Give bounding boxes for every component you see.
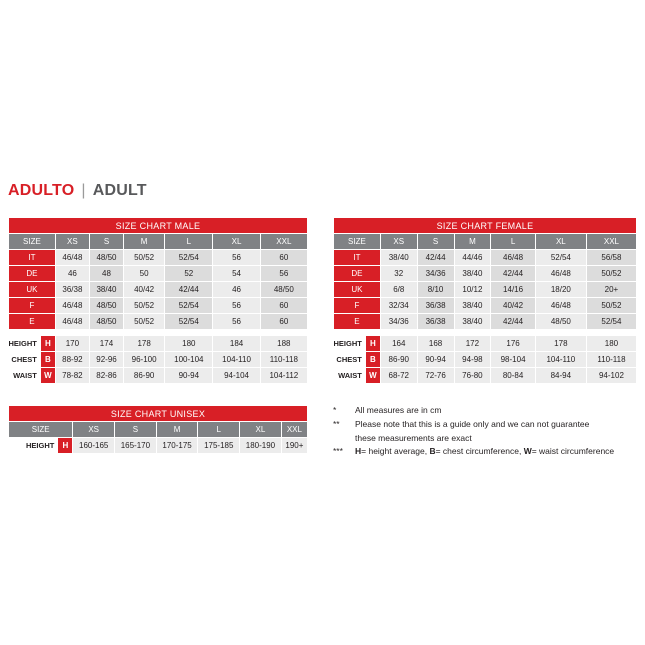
table-cell: 52 xyxy=(165,266,213,282)
note-marker: ** xyxy=(333,419,340,429)
note-marker: * xyxy=(333,405,337,415)
table-cell: 42/44 xyxy=(417,250,454,266)
measurement-value: 165-170 xyxy=(115,438,157,454)
table-cell: 48/50 xyxy=(260,282,307,298)
table-cell: 42/44 xyxy=(165,282,213,298)
table-cell: 42/44 xyxy=(491,314,535,330)
measurement-value: 176 xyxy=(491,336,535,352)
table-cell: 60 xyxy=(260,314,307,330)
table-cell: 50/52 xyxy=(586,266,636,282)
female-row-label-f: F xyxy=(334,298,381,314)
male-column-xxl: XXL xyxy=(260,234,307,250)
female-column-xs: XS xyxy=(380,234,417,250)
male-row-label-f: F xyxy=(9,298,56,314)
female-column-l: L xyxy=(491,234,535,250)
measurement-value: 188 xyxy=(260,336,307,352)
table-cell: 42/44 xyxy=(491,266,535,282)
measurement-value: 72-76 xyxy=(417,368,454,384)
table-cell: 54 xyxy=(213,266,260,282)
measurement-row xyxy=(9,438,308,454)
table-cell: 48/50 xyxy=(535,314,586,330)
note-text: All measures are in cm xyxy=(355,405,442,415)
measurement-key: B xyxy=(366,352,380,367)
measurement-row xyxy=(9,368,308,384)
measurement-value: 82-86 xyxy=(89,368,123,384)
measurement-value: 94-104 xyxy=(213,368,260,384)
unisex-heading: SIZE CHART UNISEX xyxy=(9,406,308,422)
female-column-m: M xyxy=(454,234,491,250)
table-cell: 46 xyxy=(213,282,260,298)
table-cell: 50/52 xyxy=(124,250,165,266)
table-cell: 46 xyxy=(55,266,89,282)
measurement-value: 90-94 xyxy=(165,368,213,384)
measurement-label-cell xyxy=(9,438,73,454)
male-column-header-row xyxy=(9,234,308,250)
measurement-name: CHEST xyxy=(11,355,37,364)
notes-block xyxy=(333,404,645,459)
measurement-value: 178 xyxy=(535,336,586,352)
table-cell: 46/48 xyxy=(491,250,535,266)
table-cell: 56/58 xyxy=(586,250,636,266)
female-heading: SIZE CHART FEMALE xyxy=(334,218,637,234)
table-cell: 46/48 xyxy=(55,314,89,330)
unisex-column-s: S xyxy=(115,422,157,438)
page-title-english: ADULT xyxy=(92,182,147,199)
table-cell: 44/46 xyxy=(454,250,491,266)
measurement-label-cell xyxy=(9,368,56,384)
table-cell: 40/42 xyxy=(491,298,535,314)
unisex-size-label: SIZE xyxy=(9,422,73,438)
female-size-label: SIZE xyxy=(334,234,381,250)
unisex-column-l: L xyxy=(198,422,240,438)
table-cell: 56 xyxy=(260,266,307,282)
female-row-label-e: E xyxy=(334,314,381,330)
measurement-value: 110-118 xyxy=(260,352,307,368)
table-cell: 34/36 xyxy=(417,266,454,282)
unisex-column-m: M xyxy=(156,422,198,438)
measurement-value: 104-112 xyxy=(260,368,307,384)
measurement-key: H xyxy=(366,336,380,351)
measurement-value: 180 xyxy=(165,336,213,352)
measurement-label-cell xyxy=(334,352,381,368)
table-cell: 38/40 xyxy=(380,250,417,266)
measurement-value: 98-104 xyxy=(491,352,535,368)
table-row xyxy=(334,314,637,330)
measurement-value: 190+ xyxy=(281,438,307,454)
table-cell: 32 xyxy=(380,266,417,282)
table-cell: 36/38 xyxy=(417,314,454,330)
table-cell: 38/40 xyxy=(454,266,491,282)
measurement-value: 164 xyxy=(380,336,417,352)
measurement-value: 104-110 xyxy=(213,352,260,368)
male-size-label: SIZE xyxy=(9,234,56,250)
page-title-italian: ADULTO xyxy=(8,182,75,199)
table-cell: 56 xyxy=(213,250,260,266)
measurement-key: W xyxy=(41,368,55,383)
measurement-value: 170 xyxy=(55,336,89,352)
measurement-value: 90-94 xyxy=(417,352,454,368)
table-cell: 46/48 xyxy=(535,298,586,314)
measurement-value: 160-165 xyxy=(73,438,115,454)
table-cell: 46/48 xyxy=(55,298,89,314)
female-row-label-uk: UK xyxy=(334,282,381,298)
table-cell: 52/54 xyxy=(165,298,213,314)
table-row xyxy=(334,266,637,282)
measurement-row xyxy=(9,336,308,352)
size-chart-unisex xyxy=(8,405,308,454)
measurement-name: HEIGHT xyxy=(26,441,55,451)
measurement-value: 172 xyxy=(454,336,491,352)
table-cell: 20+ xyxy=(586,282,636,298)
measurement-key: H xyxy=(41,336,55,351)
measurement-value: 88-92 xyxy=(55,352,89,368)
table-cell: 34/36 xyxy=(380,314,417,330)
table-cell: 38/40 xyxy=(89,282,123,298)
male-row-label-de: DE xyxy=(9,266,56,282)
measurement-name: HEIGHT xyxy=(8,339,37,348)
male-row-label-e: E xyxy=(9,314,56,330)
female-heading-row xyxy=(334,218,637,234)
table-cell: 56 xyxy=(213,314,260,330)
male-column-xs: XS xyxy=(55,234,89,250)
table-cell: 14/16 xyxy=(491,282,535,298)
table-row xyxy=(9,314,308,330)
table-cell: 50 xyxy=(124,266,165,282)
male-heading: SIZE CHART MALE xyxy=(9,218,308,234)
unisex-heading-row xyxy=(9,406,308,422)
table-cell: 50/52 xyxy=(124,314,165,330)
table-cell: 52/54 xyxy=(165,250,213,266)
measurement-name: WAIST xyxy=(13,371,37,380)
measurement-value: 168 xyxy=(417,336,454,352)
table-row xyxy=(9,298,308,314)
table-cell: 52/54 xyxy=(535,250,586,266)
measurement-row xyxy=(334,368,637,384)
size-chart-male xyxy=(8,217,308,384)
table-cell: 18/20 xyxy=(535,282,586,298)
table-cell: 40/42 xyxy=(124,282,165,298)
table-cell: 32/34 xyxy=(380,298,417,314)
measurement-label-cell xyxy=(334,336,381,352)
unisex-column-header-row xyxy=(9,422,308,438)
male-column-m: M xyxy=(124,234,165,250)
measurement-value: 110-118 xyxy=(586,352,636,368)
measurement-value: 96-100 xyxy=(124,352,165,368)
measurement-value: 104-110 xyxy=(535,352,586,368)
table-cell: 10/12 xyxy=(454,282,491,298)
table-row xyxy=(9,282,308,298)
table-cell: 48/50 xyxy=(89,250,123,266)
measurement-row xyxy=(334,336,637,352)
measurement-value: 86-90 xyxy=(380,352,417,368)
measurement-value: 170-175 xyxy=(156,438,198,454)
measurement-row xyxy=(9,352,308,368)
measurement-row xyxy=(334,352,637,368)
note-item xyxy=(333,445,645,458)
table-row xyxy=(334,282,637,298)
measurement-value: 174 xyxy=(89,336,123,352)
measurement-label-cell xyxy=(9,336,56,352)
table-row xyxy=(334,250,637,266)
table-cell: 36/38 xyxy=(55,282,89,298)
table-cell: 50/52 xyxy=(586,298,636,314)
male-column-s: S xyxy=(89,234,123,250)
male-row-label-it: IT xyxy=(9,250,56,266)
page-title xyxy=(8,182,147,200)
note-text: H= height average, B= chest circumference, W= waist circumference xyxy=(355,446,615,456)
male-column-xl: XL xyxy=(213,234,260,250)
page-title-separator: | xyxy=(81,182,86,199)
unisex-column-xxl: XXL xyxy=(281,422,307,438)
table-cell: 8/10 xyxy=(417,282,454,298)
measurement-name: CHEST xyxy=(336,355,362,364)
table-row xyxy=(9,266,308,282)
table-cell: 6/8 xyxy=(380,282,417,298)
female-row-label-it: IT xyxy=(334,250,381,266)
table-cell: 48 xyxy=(89,266,123,282)
measurement-value: 178 xyxy=(124,336,165,352)
measurement-value: 86-90 xyxy=(124,368,165,384)
measurement-value: 78-82 xyxy=(55,368,89,384)
table-cell: 60 xyxy=(260,298,307,314)
table-cell: 38/40 xyxy=(454,314,491,330)
table-cell: 48/50 xyxy=(89,314,123,330)
measurement-value: 80-84 xyxy=(491,368,535,384)
table-cell: 36/38 xyxy=(417,298,454,314)
table-cell: 56 xyxy=(213,298,260,314)
measurement-value: 94-98 xyxy=(454,352,491,368)
table-cell: 52/54 xyxy=(165,314,213,330)
table-cell: 52/54 xyxy=(586,314,636,330)
measurement-value: 180-190 xyxy=(240,438,282,454)
measurement-name: HEIGHT xyxy=(333,339,362,348)
female-column-header-row xyxy=(334,234,637,250)
measurement-value: 76-80 xyxy=(454,368,491,384)
size-chart-female xyxy=(333,217,637,384)
table-row xyxy=(334,298,637,314)
note-item xyxy=(333,404,645,417)
note-item xyxy=(333,418,645,431)
female-column-s: S xyxy=(417,234,454,250)
male-column-l: L xyxy=(165,234,213,250)
measurement-value: 68-72 xyxy=(380,368,417,384)
note-text: Please note that this is a guide only and we can not guarantee xyxy=(355,419,590,429)
female-column-xl: XL xyxy=(535,234,586,250)
table-cell: 46/48 xyxy=(55,250,89,266)
table-cell: 46/48 xyxy=(535,266,586,282)
measurement-value: 92-96 xyxy=(89,352,123,368)
female-row-label-de: DE xyxy=(334,266,381,282)
table-cell: 38/40 xyxy=(454,298,491,314)
male-row-label-uk: UK xyxy=(9,282,56,298)
table-cell: 48/50 xyxy=(89,298,123,314)
measurement-value: 100-104 xyxy=(165,352,213,368)
measurement-label-cell xyxy=(334,368,381,384)
table-cell: 50/52 xyxy=(124,298,165,314)
table-row xyxy=(9,250,308,266)
note-subtext: these measurements are exact xyxy=(355,433,472,443)
measurement-value: 175-185 xyxy=(198,438,240,454)
measurement-value: 180 xyxy=(586,336,636,352)
note-marker: *** xyxy=(333,446,343,456)
measurement-key: H xyxy=(58,438,72,453)
unisex-column-xl: XL xyxy=(240,422,282,438)
male-heading-row xyxy=(9,218,308,234)
measurement-key: B xyxy=(41,352,55,367)
measurement-name: WAIST xyxy=(338,371,362,380)
measurement-key: W xyxy=(366,368,380,383)
unisex-column-xs: XS xyxy=(73,422,115,438)
female-column-xxl: XXL xyxy=(586,234,636,250)
table-cell: 60 xyxy=(260,250,307,266)
measurement-value: 94-102 xyxy=(586,368,636,384)
measurement-value: 184 xyxy=(213,336,260,352)
measurement-value: 84-94 xyxy=(535,368,586,384)
measurement-label-cell xyxy=(9,352,56,368)
